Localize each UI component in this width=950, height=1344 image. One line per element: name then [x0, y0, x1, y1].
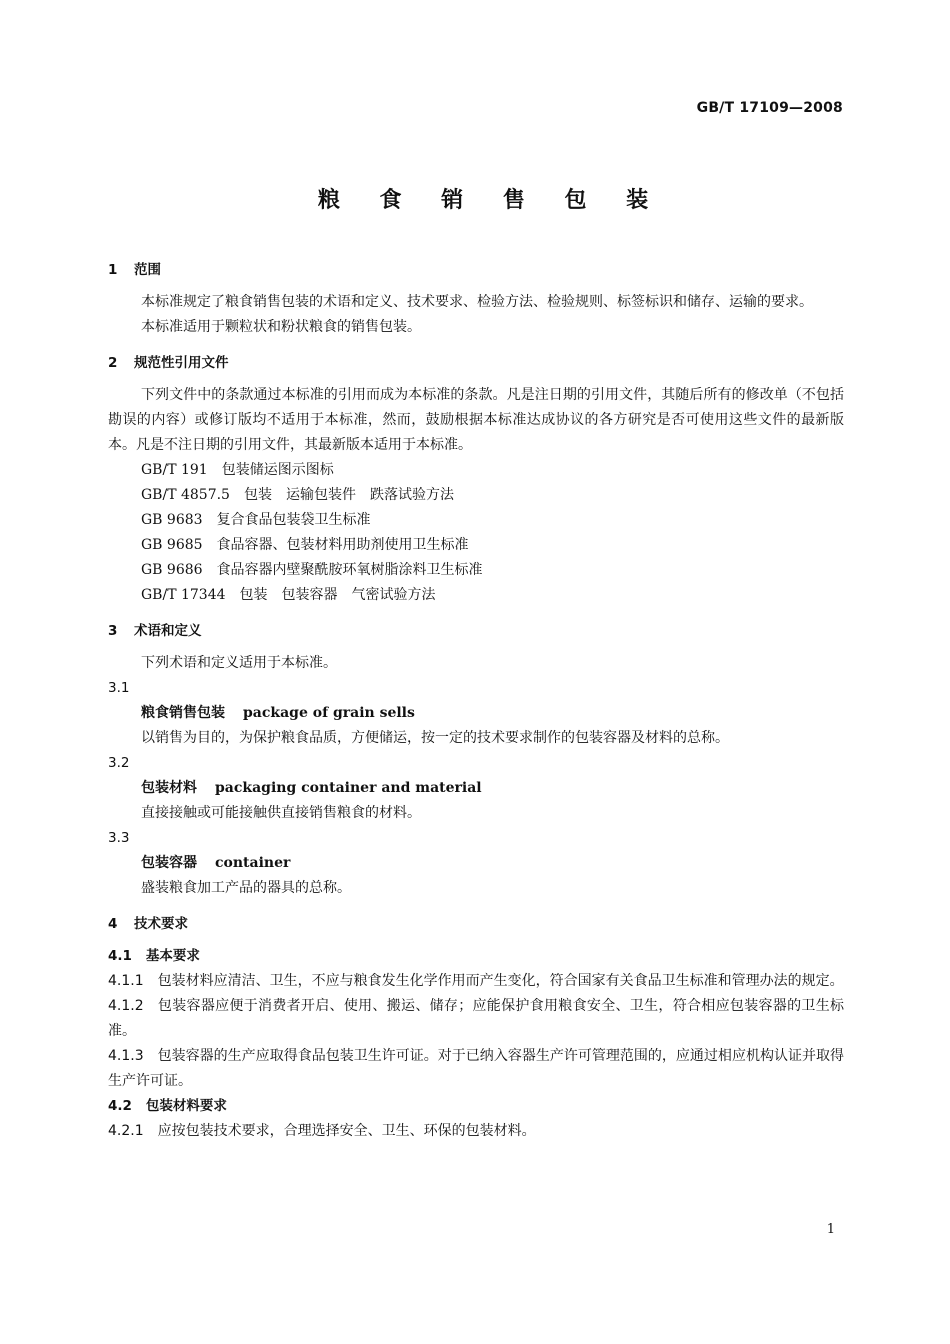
- term-definition: 直接接触或可能接触供直接销售粮食的材料。: [141, 805, 421, 821]
- section-heading-2: 2 规范性引用文件: [108, 355, 229, 371]
- paragraph: 下列术语和定义适用于本标准。: [141, 655, 337, 671]
- document-title: 粮 食 销 售 包 装: [317, 188, 665, 213]
- term-entry: 粮食销售包装 package of grain sells: [141, 705, 415, 721]
- term-entry: 包装容器 container: [141, 855, 291, 871]
- term-number: 3.3: [108, 830, 130, 846]
- reference-item: GB 9683 复合食品包装袋卫生标准: [141, 512, 371, 528]
- term-definition: 以销售为目的，为保护粮食品质，方便储运，按一定的技术要求制作的包装容器及材料的总称。: [141, 730, 729, 746]
- section-heading-3: 3 术语和定义: [108, 623, 202, 639]
- clause: 4.1.1 包装材料应清洁、卫生，不应与粮食发生化学作用而产生变化，符合国家有关食品卫生标准和管理办法的规定。: [108, 973, 844, 989]
- term-number: 3.1: [108, 680, 130, 696]
- term-definition: 盛装粮食加工产品的器具的总称。: [141, 880, 351, 896]
- paragraph: 本标准规定了粮食销售包装的术语和定义、技术要求、检验方法、检验规则、标签标识和储存、运输的要求。: [141, 294, 813, 310]
- reference-item: GB/T 4857.5 包装 运输包装件 跌落试验方法: [141, 487, 454, 503]
- reference-item: GB/T 191 包装储运图示图标: [141, 462, 334, 478]
- paragraph: 下列文件中的条款通过本标准的引用而成为本标准的条款。凡是注日期的引用文件，其随后所有的修改单（不包括勘误的内容）或修订版均不适用于本标准，然而，鼓励根据本标准达成协议的各方研究是否可使用这些文件的最新版本。凡是不注日期的引用文件，其最新版本适用于本标准。: [108, 387, 844, 453]
- reference-item: GB 9685 食品容器、包装材料用助剂使用卫生标准: [141, 537, 469, 553]
- clause: 4.1.3 包装容器的生产应取得食品包装卫生许可证。对于已纳入容器生产许可管理范围的，应通过相应机构认证并取得生产许可证。: [108, 1048, 844, 1089]
- document-body: [108, 258, 844, 1144]
- section-heading-4: 4 技术要求: [108, 916, 188, 932]
- reference-item: GB 9686 食品容器内壁聚酰胺环氧树脂涂料卫生标准: [141, 562, 483, 578]
- term-number: 3.2: [108, 755, 130, 771]
- page-number: 1: [826, 1222, 835, 1237]
- standard-number: GB/T 17109—2008: [696, 100, 843, 116]
- clause: 4.2.1 应按包装技术要求，合理选择安全、卫生、环保的包装材料。: [108, 1123, 536, 1139]
- section-heading-1: 1 范围: [108, 262, 161, 278]
- subsection-heading-4-1: 4.1 基本要求: [108, 948, 200, 964]
- paragraph: 本标准适用于颗粒状和粉状粮食的销售包装。: [141, 319, 421, 335]
- term-entry: 包装材料 packaging container and material: [141, 780, 482, 796]
- subsection-heading-4-2: 4.2 包装材料要求: [108, 1098, 227, 1114]
- clause: 4.1.2 包装容器应便于消费者开启、使用、搬运、储存；应能保护食用粮食安全、卫生，符合相应包装容器的卫生标准。: [108, 998, 844, 1039]
- reference-item: GB/T 17344 包装 包装容器 气密试验方法: [141, 587, 436, 603]
